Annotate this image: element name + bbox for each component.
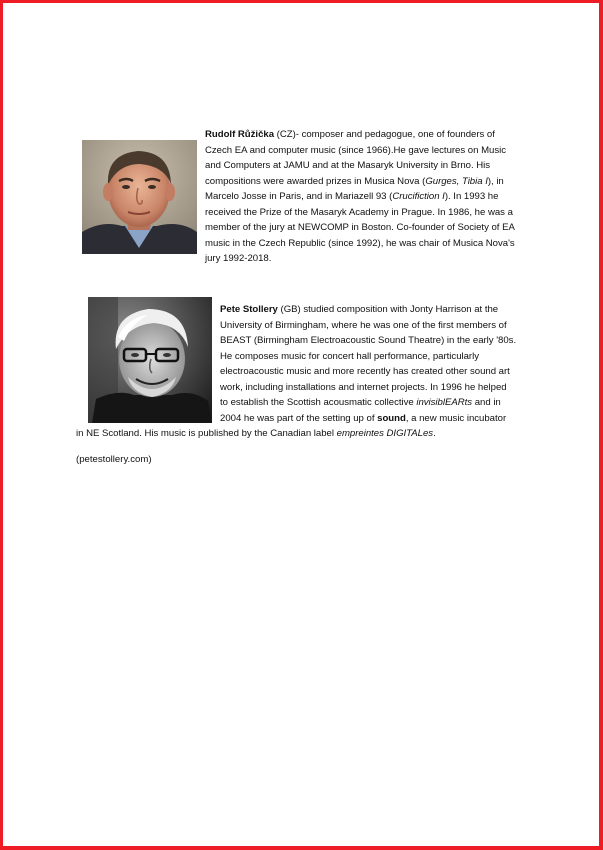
bio-text-segment: , a new music incubator [405,412,507,424]
bio-italic-text: Gurges, Tibia I [425,175,488,187]
bio-text-segment: Marcelo Josse in Paris, and in Mariazell 93 ( [205,191,393,202]
portrait-photo-pete-stollery [88,297,212,423]
bio-text-segment: electroacoustic music and more recently has created other sound art [220,366,510,377]
bio-pete-stollery [76,302,517,442]
bio-line [220,380,516,396]
bio-line [220,302,516,318]
bio-text-segment: He composes music for concert hall performance, particularly [220,350,479,362]
bio-text-segment: received the Prize of the Masaryk Academy in Prague. In 1986, he was a [205,206,513,218]
bio-line [205,158,515,174]
bio-text-segment: music in the Czech Republic (since 1992), he was chair of Musica Nova's [205,237,515,249]
bio-line [220,395,516,411]
bio-text-segment: 2004 he was part of the setting up of [220,412,378,424]
portrait-photo-rudolf-ruzicka-image [82,140,197,254]
bio-line [205,189,515,205]
bio-line [205,127,515,143]
bio-text-segment: and Computers at JAMU and at the Masaryk University in Brno. His [205,160,491,171]
bio-line [205,174,515,190]
bio-italic-text: Crucifiction I [392,191,445,202]
bio-line [205,236,515,252]
bio-bold-text: Pete Stollery [220,304,278,315]
bio-text-segment: University of Birmingham, where he was one of the first members of [220,319,507,331]
bio-text-segment: work, including installations and internet projects. In 1996 he helped [220,381,507,393]
bio-text-segment: Czech EA and computer music (since 1966).He gave lectures on Music [205,144,507,156]
bio-line [220,333,516,349]
bio-bold-text: Rudolf Růžička [205,129,275,140]
bio-line [205,220,515,236]
portrait-photo-pete-stollery-image [88,297,212,423]
bio-line [220,364,516,380]
bio-line [205,205,515,221]
bio-line [76,426,516,442]
bio-text-segment: ), in [487,175,504,187]
bio-text-segment: member of the jury at NEWCOMP in Boston. Co-founder of Society of EA [205,222,515,233]
website-text: (petestollery.com) [76,454,152,465]
bio-rudolf-ruzicka [205,127,515,267]
bio-text-segment: to establish the Scottish acousmatic collective [220,397,417,408]
bio-text-segment: . [433,428,436,439]
bio-text-segment: and in [472,397,501,408]
portrait-photo-rudolf-ruzicka [82,140,197,254]
bio-bold-text: sound [377,412,406,424]
bio-line [220,318,516,334]
bio-text-segment: in NE Scotland. His music is published by the Canadian label [76,428,337,439]
bio-line [205,143,515,159]
bio-text-segment: ). In 1993 he [444,191,499,202]
bio-line [205,251,515,267]
bio-line [220,349,516,365]
bio-line [220,411,516,427]
bio-text-segment: (GB) studied composition with Jonty Harrison at the [277,304,499,315]
bio-italic-text: invisiblEARts [416,397,473,408]
bio-text-segment: BEAST (Birmingham Electroacoustic Sound Theatre) in the early '80s. [220,335,517,346]
bio-italic-text: empreintes DIGITALes [336,428,434,439]
bio-text-segment: (CZ)- composer and pedagogue, one of founders of [274,129,495,140]
bio-text-segment: jury 1992-2018. [205,253,272,264]
bio-text-segment: compositions were awarded prizes in Musica Nova ( [205,175,426,187]
